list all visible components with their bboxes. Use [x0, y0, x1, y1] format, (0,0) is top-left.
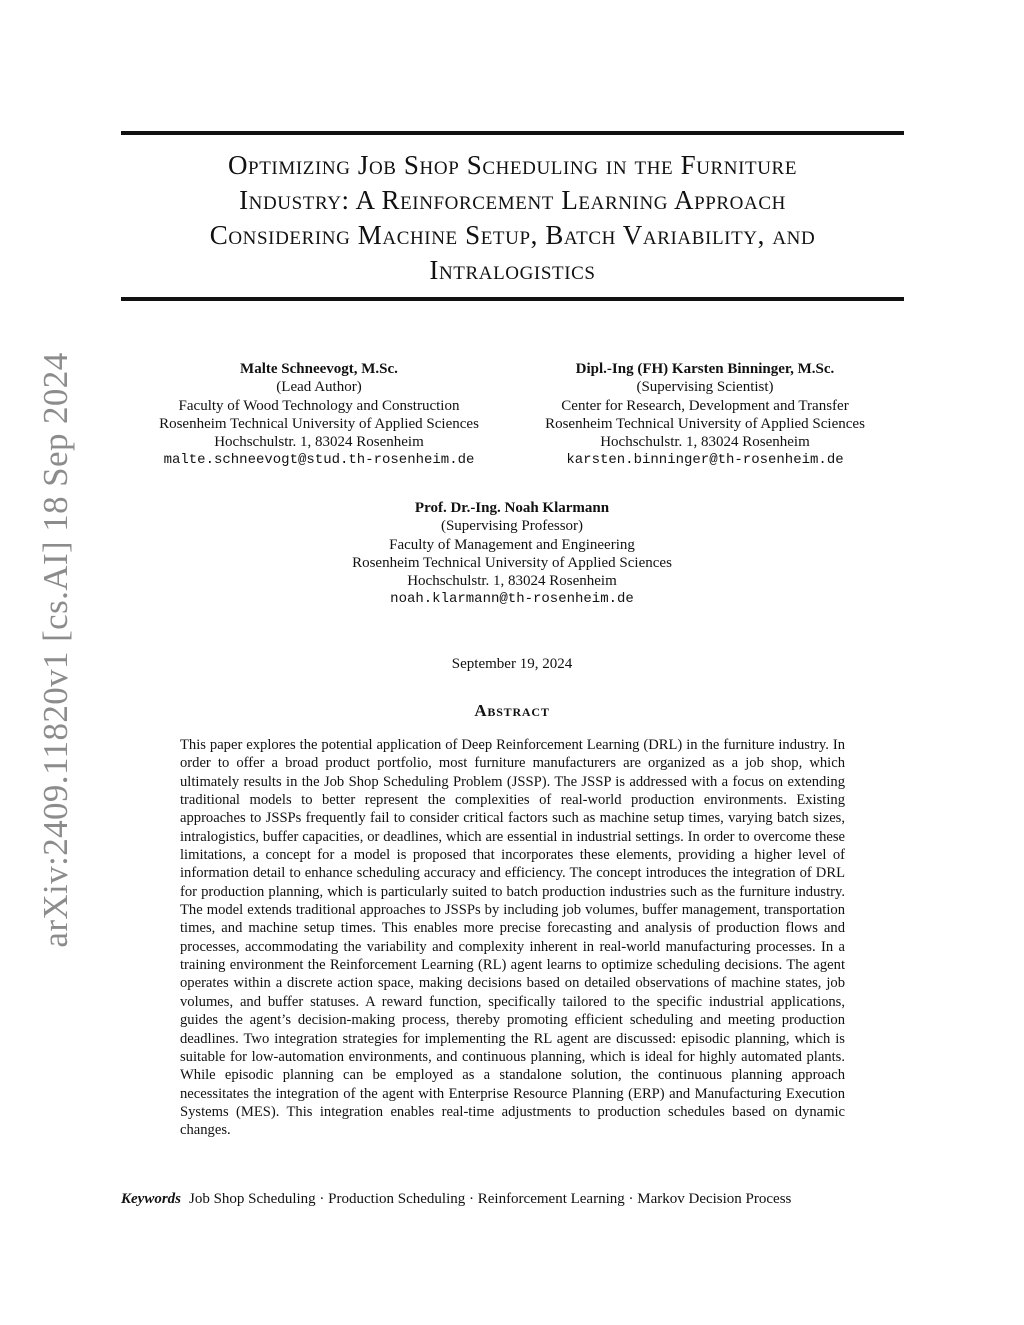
- author-institution: Rosenheim Technical University of Applied Sciences: [159, 415, 479, 432]
- author-role: (Lead Author): [276, 379, 362, 396]
- paper-title-line-4: Intralogistics: [429, 255, 596, 285]
- title-bottom-rule: [121, 297, 904, 301]
- author-block-supervising-scientist: [516, 360, 894, 470]
- author-institution: Rosenheim Technical University of Applied Sciences: [545, 415, 865, 432]
- paper-title: [121, 148, 904, 288]
- author-department: Faculty of Management and Engineering: [389, 536, 635, 553]
- keywords-list: Job Shop Scheduling · Production Scheduling · Reinforcement Learning · Markov Decision Process: [189, 1191, 792, 1207]
- author-block-lead: [130, 360, 508, 470]
- keywords-label: Keywords: [121, 1191, 181, 1207]
- author-role: (Supervising Scientist): [636, 379, 774, 396]
- author-name: Dipl.-Ing (FH) Karsten Binninger, M.Sc.: [575, 361, 835, 377]
- author-department: Faculty of Wood Technology and Construction: [178, 397, 460, 414]
- keywords-line: [121, 1190, 904, 1208]
- author-email: noah.klarmann@th-rosenheim.de: [390, 591, 634, 608]
- author-address: Hochschulstr. 1, 83024 Rosenheim: [214, 434, 424, 451]
- author-email: malte.schneevogt@stud.th-rosenheim.de: [163, 452, 475, 469]
- abstract-body: This paper explores the potential application of Deep Reinforcement Learning (DRL) in the furniture industry. In order to offer a broad product portfolio, most furniture manufacturers are organized as a job shop, which ultimately results in the Job Shop Scheduling Problem (JSSP). The JSSP is addressed with a focus on extending traditional models to better represent the complexities of real-world production environments. Existing approaches to JSSPs frequently fail to consider critical factors such as machine setup times, varying batch sizes, intralogistics, buffer capacities, or deadlines, which are essential in industrial settings. In order to overcome these limitations, a concept for a model is proposed that incorporates these elements, providing a higher level of information detail to enhance scheduling accuracy and efficiency. The concept introduces the integration of DRL for production planning, which is particularly suited to batch production industries such as the furniture industry. The model extends traditional approaches to JSSPs by including job volumes, buffer management, transportation times, and machine setup times. This enables more precise forecasting and analysis of production flows and processes, accommodating the variability and complexity inherent in real-world manufacturing processes. In a training environment the Reinforcement Learning (RL) agent learns to optimize scheduling decisions. The agent operates within a discrete action space, making decisions based on detailed observations of machine states, job volumes, and buffer statuses. A reward function, specifically tailored to the specific industrial applications, guides the agent’s decision-making process, thereby promoting efficient scheduling and meeting production deadlines. Two integration strategies for implementing the RL agent are discussed: episodic planning, which is suitable for low-automation environments, and continuous planning, which is ideal for highly automated plants. While episodic planning can be employed as a standalone solution, the continuous planning approach necessitates the integration of the agent with Enterprise Resource Planning (ERP) and Manufacturing Execution Systems (MES). This integration enables real-time adjustments to production schedules based on dynamic changes.: [180, 737, 845, 1139]
- paper-title-line-1: Optimizing Job Shop Scheduling in the Furniture: [227, 150, 798, 180]
- author-institution: Rosenheim Technical University of Applied Sciences: [352, 554, 672, 571]
- author-address: Hochschulstr. 1, 83024 Rosenheim: [407, 573, 617, 590]
- abstract-heading: Abstract: [474, 701, 550, 720]
- paper-title-line-2: Industry: A Reinforcement Learning Approach: [239, 185, 786, 215]
- author-block-supervising-professor: [312, 499, 712, 609]
- author-name: Prof. Dr.-Ing. Noah Klarmann: [414, 500, 610, 516]
- paper-title-line-3: Considering Machine Setup, Batch Variability, and: [209, 220, 816, 250]
- publication-date: September 19, 2024: [451, 656, 573, 672]
- title-top-rule: [121, 131, 904, 135]
- author-email: karsten.binninger@th-rosenheim.de: [566, 452, 844, 469]
- author-role: (Supervising Professor): [440, 518, 584, 535]
- author-name: Malte Schneevogt, M.Sc.: [240, 361, 398, 377]
- author-department: Center for Research, Development and Transfer: [561, 397, 849, 414]
- arxiv-identifier-stamp: arXiv:2409.11820v1 [cs.AI] 18 Sep 2024: [36, 352, 75, 948]
- author-address: Hochschulstr. 1, 83024 Rosenheim: [600, 434, 810, 451]
